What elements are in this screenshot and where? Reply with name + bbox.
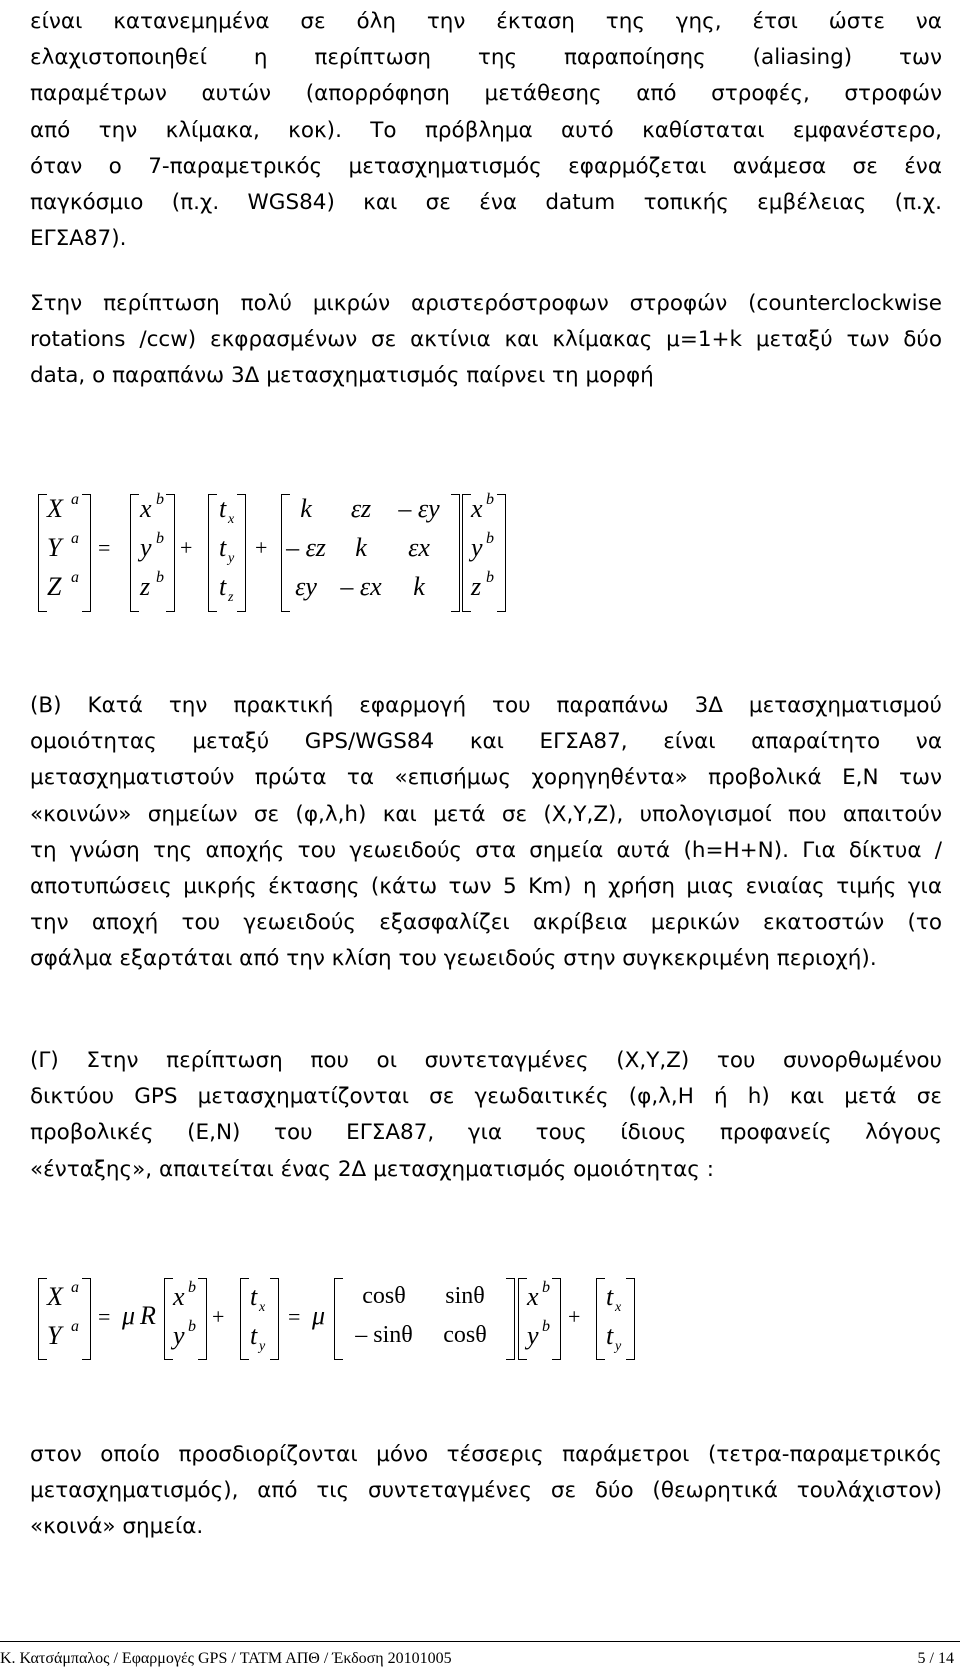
vec-y: y xyxy=(140,533,152,562)
text-line: δικτύου GPS μετασχηματίζονται σε γεωδαιτικές (φ,λ,Η ή h) και μετά σε xyxy=(30,1084,942,1110)
matrix-cell: cosθ xyxy=(443,1322,487,1348)
sub: x xyxy=(615,1300,622,1315)
text-line: Στην περίπτωση πολύ μικρών αριστερόστροφων στροφών (counterclockwise xyxy=(30,291,942,316)
t-x: t xyxy=(219,494,227,523)
rotation-matrix-symbol: R xyxy=(140,1301,156,1330)
lhs-x: X xyxy=(47,494,63,523)
sup: b xyxy=(188,1279,196,1296)
text-line: την αποχή του γεωειδούς εξασφαλίζει ακρίβεια μερικών εκατοστών (το xyxy=(30,910,942,936)
text-line: μετασχηματισμός), από τις συντεταγμένες σε δύο (θεωρητικά τουλάχιστον) xyxy=(30,1478,942,1504)
text-line: αποτυπώσεις μικρής έκτασης (κάτω των 5 Km) η χρήση μιας ενιαίας τιμής για xyxy=(30,873,942,899)
lhs-z: Z xyxy=(47,572,62,601)
text-line: data, ο παραπάνω 3Δ μετασχηματισμός παίρνει τη μορφή xyxy=(30,363,654,389)
sub: y xyxy=(259,1339,266,1354)
text-line: τη γνώση της αποχής του γεωειδούς στα σημεία αυτά (h=H+N). Για δίκτυα / xyxy=(30,837,942,863)
text-line: ελαχιστοποιηθεί η περίπτωση της παραποίησης (aliasing) των xyxy=(30,45,942,71)
sup: a xyxy=(71,491,79,508)
equals-sign: = xyxy=(98,1304,111,1329)
matrix-cell: – εz xyxy=(286,533,326,562)
text-line: «κοινά» σημεία. xyxy=(30,1514,204,1540)
text-line: προβολικές (Ε,Ν) του ΕΓΣΑ87, για τους ίδιους προφανείς λόγους xyxy=(30,1120,942,1146)
sub: y xyxy=(228,551,235,566)
sup: b xyxy=(486,530,494,547)
vec-z: z xyxy=(140,572,151,601)
footer-text: Κ. Κατσάμπαλος / Εφαρμογές GPS / ΤΑΤΜ ΑΠΘ / Έκδοση 20101005 xyxy=(0,1650,452,1667)
matrix-cell: – εx xyxy=(340,572,382,601)
vec-x: x xyxy=(140,494,152,523)
paragraph-5 xyxy=(30,1437,942,1546)
mu-symbol: μ xyxy=(312,1301,326,1330)
t-x: t xyxy=(250,1282,258,1311)
equals-sign: = xyxy=(98,535,111,560)
text-line: ομοιότητας μεταξύ GPS/WGS84 και ΕΓΣΑ87, είναι απαραίτητο να xyxy=(30,729,942,755)
text-line: παραμέτρων αυτών (απορρόφηση μετάθεσης από στροφές, στροφών xyxy=(30,81,942,107)
plus-sign: + xyxy=(180,535,193,560)
text-line: είναι κατανεμημένα σε όλη την έκταση της γης, έτσι ώστε να xyxy=(30,9,942,34)
matrix-cell: cosθ xyxy=(362,1283,406,1309)
t-y: t xyxy=(606,1321,614,1350)
matrix-cell: sinθ xyxy=(445,1283,485,1309)
text-line: (Γ) Στην περίπτωση που οι συντεταγμένες (Χ,Υ,Ζ) του συνορθωμένου xyxy=(30,1048,942,1073)
matrix-cell: – sinθ xyxy=(355,1322,413,1348)
text-line: ΕΓΣΑ87). xyxy=(30,226,127,252)
t-z: t xyxy=(219,572,227,601)
matrix-cell: k xyxy=(413,572,425,601)
text-line: στον οποίο προσδιορίζονται μόνο τέσσερις παράμετροι (τετρα-παραμετρικός xyxy=(30,1442,942,1467)
sub: x xyxy=(228,512,235,527)
matrix-cell: k xyxy=(300,494,312,523)
rhs-x: x xyxy=(471,494,483,523)
matrix-cell: εx xyxy=(408,533,430,562)
text-line: όταν ο 7-παραμετρικός μετασχηματισμός εφαρμόζεται ανάμεσα σε ένα xyxy=(30,153,942,179)
text-line: (Β) Κατά την πρακτική εφαρμογή του παραπάνω 3Δ μετασχηματισμού xyxy=(30,693,942,718)
vec-y: y xyxy=(173,1321,185,1350)
plus-sign: + xyxy=(212,1304,225,1329)
sub: y xyxy=(615,1339,622,1354)
sup: b xyxy=(156,530,164,547)
matrix-cell: – εy xyxy=(398,494,440,523)
text-line: παγκόσμιο (π.χ. WGS84) και σε ένα datum τοπικής εμβέλειας (π.χ. xyxy=(30,189,942,215)
text-line: «κοινών» σημείων σε (φ,λ,h) και μετά σε (Χ,Υ,Ζ), υπολογισμοί που απαιτούν xyxy=(30,801,942,827)
sup: a xyxy=(71,1279,79,1296)
text-line: rotations /ccw) εκφρασμένων σε ακτίνια και κλίμακας μ=1+k μεταξύ των δύο xyxy=(30,327,942,353)
matrix-cell: k xyxy=(355,533,367,562)
t-y: t xyxy=(250,1321,258,1350)
text-line: «ένταξης», απαιτείται ένας 2Δ μετασχηματισμός ομοιότητας : xyxy=(30,1156,714,1182)
plus-sign: + xyxy=(255,535,268,560)
footer-rule xyxy=(0,1641,960,1642)
sup: b xyxy=(156,491,164,508)
page-footer xyxy=(0,1641,960,1678)
text-line: μετασχηματιστούν πρώτα τα «επισήμως χορηγηθέντα» προβολικά Ε,Ν των xyxy=(30,765,942,791)
matrix-cell: εy xyxy=(295,572,317,601)
sup: a xyxy=(71,569,79,586)
text-line: σφάλμα εξαρτάται από την κλίση του γεωειδούς στην συγκεκριμένη περιοχή). xyxy=(30,946,877,972)
rhs-z: z xyxy=(471,572,482,601)
sup: a xyxy=(71,530,79,547)
sup: a xyxy=(71,1318,79,1335)
sup: b xyxy=(542,1279,550,1296)
sup: b xyxy=(188,1318,196,1335)
equals-sign: = xyxy=(288,1304,301,1329)
plus-sign: + xyxy=(568,1304,581,1329)
rhs-y: y xyxy=(471,533,483,562)
sup: b xyxy=(156,569,164,586)
vec-x: x xyxy=(173,1282,185,1311)
lhs-y: Y xyxy=(47,533,62,562)
sub: x xyxy=(259,1300,266,1315)
lhs-x: X xyxy=(47,1282,63,1311)
sup: b xyxy=(486,569,494,586)
rhs-x: x xyxy=(527,1282,539,1311)
t-y: t xyxy=(219,533,227,562)
text-line: από την κλίμακα, κοκ). Το πρόβλημα αυτό καθίσταται εμφανέστερο, xyxy=(30,117,942,143)
rhs-y: y xyxy=(527,1321,539,1350)
page-number: 5 / 14 xyxy=(917,1650,954,1667)
sub: z xyxy=(228,590,234,605)
sup: b xyxy=(542,1318,550,1335)
t-x: t xyxy=(606,1282,614,1311)
matrix-cell: εz xyxy=(350,494,372,523)
mu-symbol: μ xyxy=(122,1301,136,1330)
lhs-y: Y xyxy=(47,1321,62,1350)
sup: b xyxy=(486,491,494,508)
